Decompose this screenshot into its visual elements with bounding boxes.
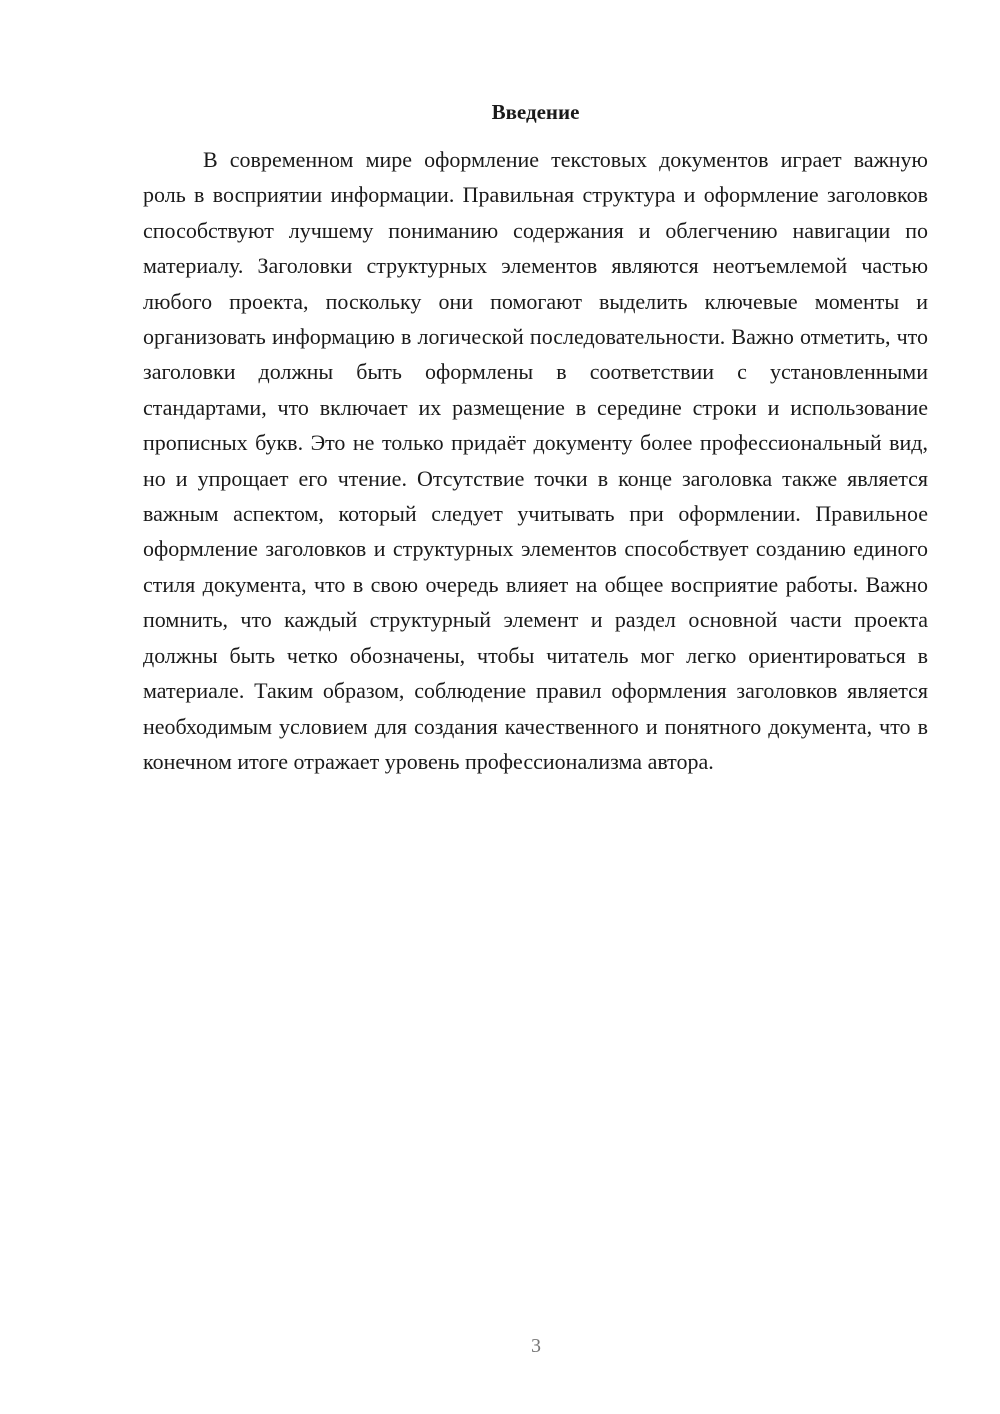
body-paragraph: В современном мире оформление текстовых документов играет важную роль в восприятии информации. Правильная структура и оформление заголовков способствуют лучшему пониманию содержания и облегчению навигации по материалу. Заголовки структурных элементов являются неотъемлемой частью любого проекта, поскольку они помогают выделить ключевые моменты и организовать информацию в логической последовательности. Важно отметить, что заголовки должны быть оформлены в соответствии с установленными стандартами, что включает их размещение в середине строки и использование прописных букв. Это не только придаёт документу более профессиональный вид, но и упрощает его чтение. Отсутствие точки в конце заголовка также является важным аспектом, который следует учитывать при оформлении. Правильное оформление заголовков и структурных элементов способствует созданию единого стиля документа, что в свою очередь влияет на общее восприятие работы. Важно помнить, что каждый структурный элемент и раздел основной части проекта должны быть четко обозначены, чтобы читатель мог легко ориентироваться в материале. Таким образом, соблюдение правил оформления заголовков является необходимым условием для создания качественного и понятного документа, что в конечном итоге отражает уровень профессионализма автора.: [143, 147, 928, 774]
section-heading: Введение: [491, 100, 580, 124]
page-number: 3: [531, 1335, 541, 1357]
